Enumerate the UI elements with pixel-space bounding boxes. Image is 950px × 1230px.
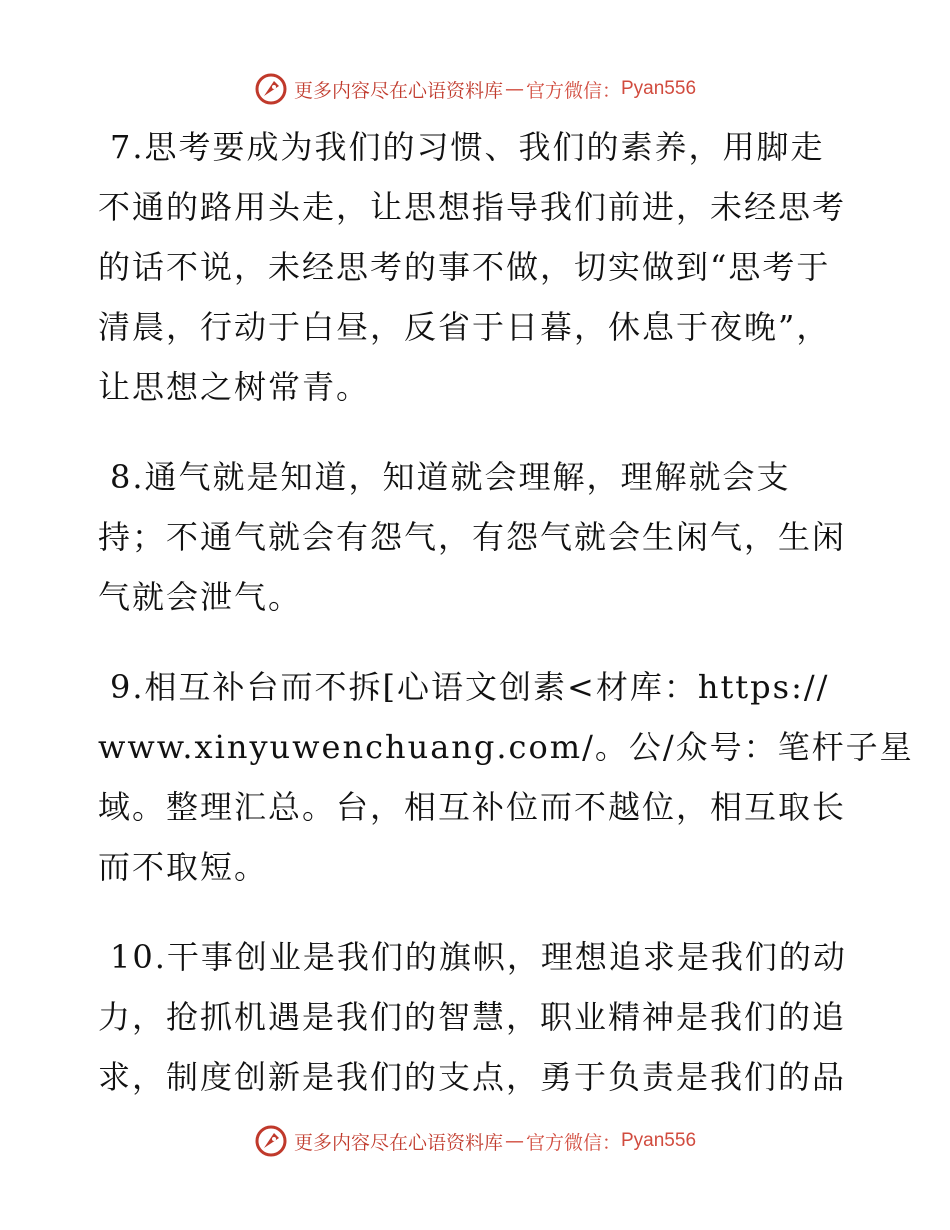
watermark-sub-text: 官方微信： xyxy=(525,79,621,102)
watermark-id: Pyan556 xyxy=(621,1130,697,1151)
text-line: 清晨，行动于白昼，反省于日暮，休息于夜晚”， xyxy=(98,308,831,346)
text-line: 求，制度创新是我们的支点，勇于负责是我们的品 xyxy=(98,1058,847,1096)
text-line: 力，抢抓机遇是我们的智慧，职业精神是我们的追 xyxy=(98,998,847,1036)
paragraph-10 xyxy=(98,927,858,1107)
text-line: 气就会泄气。 xyxy=(98,578,303,616)
text-line: 持；不通气就会有怨气，有怨气就会生闲气，生闲 xyxy=(98,518,847,556)
text-line: 而不取短。 xyxy=(98,848,269,886)
document-body xyxy=(98,117,914,1137)
watermark-dash: — xyxy=(504,78,524,100)
text-line: 8.通气就是知道，知道就会理解，理解就会支 xyxy=(110,458,791,496)
text-line: 7.思考要成为我们的习惯、我们的素养，用脚走 xyxy=(110,128,825,166)
paragraph-7 xyxy=(98,117,858,417)
text-line: www.xinyuwenchuang.com/。公/众号：笔杆子星 xyxy=(98,728,914,766)
watermark-id: Pyan556 xyxy=(621,78,697,99)
pen-nib-logo-icon xyxy=(254,1124,288,1158)
watermark-footer xyxy=(0,1124,950,1158)
paragraph-8 xyxy=(98,447,858,627)
text-line: 让思想之树常青。 xyxy=(98,368,371,406)
watermark-header xyxy=(0,72,950,106)
text-line: 域。整理汇总。台，相互补位而不越位，相互取长 xyxy=(98,788,847,826)
text-line: 的话不说，未经思考的事不做，切实做到“思考于 xyxy=(98,248,831,286)
text-line: 10.干事创业是我们的旗帜，理想追求是我们的动 xyxy=(110,938,847,976)
text-line: 不通的路用头走，让思想指导我们前进，未经思考 xyxy=(98,188,847,226)
pen-nib-logo-icon xyxy=(254,72,288,106)
watermark-main-text: 更多内容尽在心语资料库 xyxy=(293,1131,503,1154)
text-line: 9.相互补台而不拆[心语文创素<材库：https:// xyxy=(110,668,830,706)
watermark-sub-text: 官方微信： xyxy=(525,1131,621,1154)
watermark-dash: — xyxy=(504,1130,524,1152)
watermark-main-text: 更多内容尽在心语资料库 xyxy=(293,79,503,102)
paragraph-9 xyxy=(98,657,914,897)
